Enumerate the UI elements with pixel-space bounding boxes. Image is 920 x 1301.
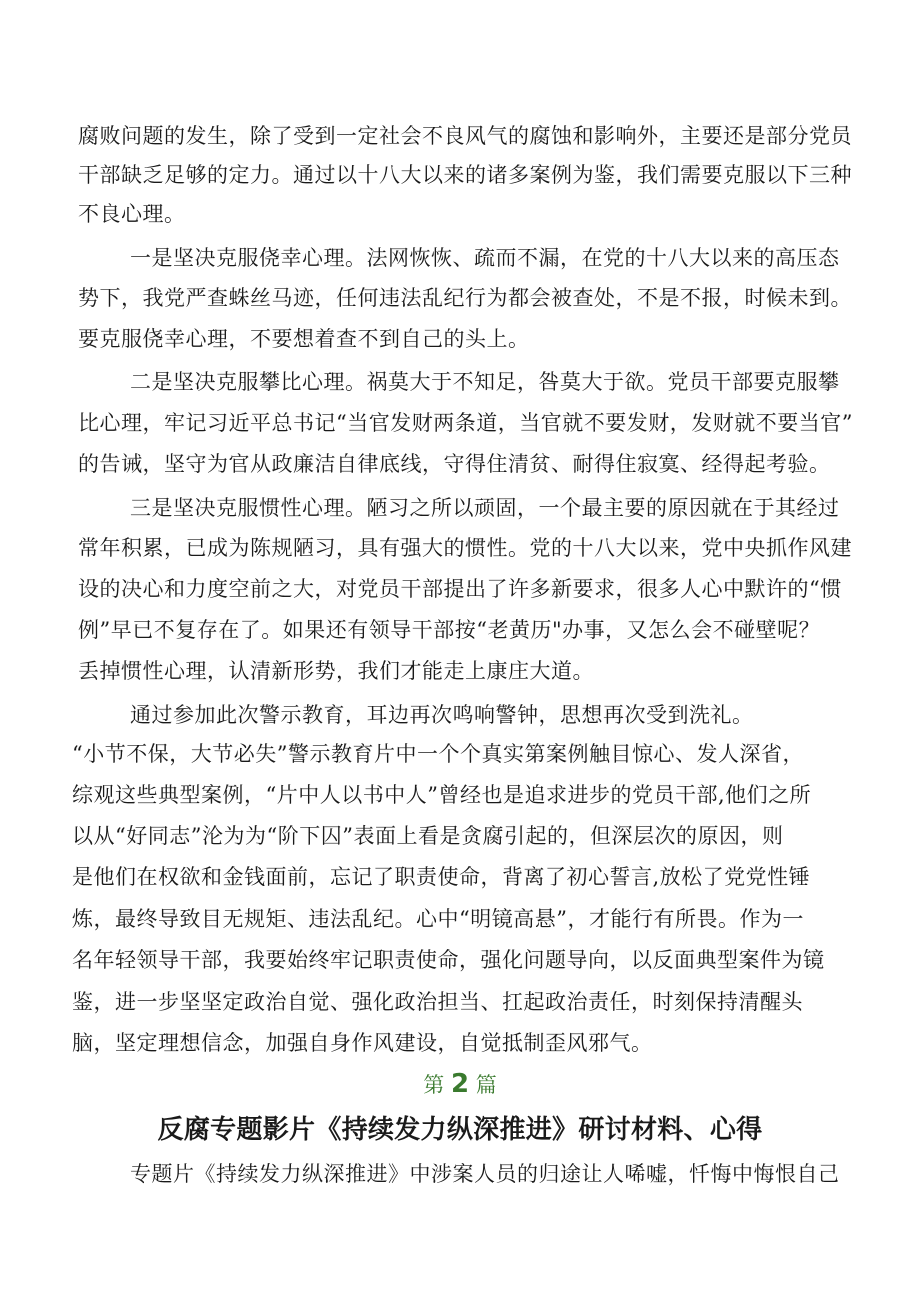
text-line-17: 综观这些典型案例，“片中人以书中人”曾经也是追求进步的党员干部,他们之所 xyxy=(72,783,812,807)
section-prefix: 第 xyxy=(423,1073,445,1097)
section-number xyxy=(0,1069,920,1100)
text-line-1: 腐败问题的发生，除了受到一定社会不良风气的腐蚀和影响外，主要还是部分党员 xyxy=(78,124,852,148)
section-title: 反腐专题影片《持续发力纵深推进》研讨材料、心得 xyxy=(157,1115,763,1145)
text-line-7: 二是坚决克服攀比心理。祸莫大于不知足，咎莫大于欲。党员干部要克服攀 xyxy=(130,370,840,394)
text-line-5: 势下，我党严查蛛丝马迹，任何违法乱纪行为都会被查处，不是不报，时候未到。 xyxy=(78,286,852,310)
text-line-13: 例”早已不复存在了。如果还有领导干部按“老黄历"办事，又怎么会不碰壁呢？ xyxy=(78,618,821,642)
section-index: 2 xyxy=(450,1069,470,1099)
text-line-14: 丢掉惯性心理，认清新形势，我们才能走上康庄大道。 xyxy=(78,659,594,683)
text-line-16: “小节不保，大节必失”警示教育片中一个个真实第案例触目惊心、发人深省， xyxy=(72,742,804,766)
text-line-22: 鉴，进一步坚坚定政治自觉、强化政治担当、扛起政治责任，时刻保持清醒头 xyxy=(72,990,803,1014)
text-line-11: 常年积累，已成为陈规陋习，具有强大的惯性。党的十八大以来，党中央抓作风建 xyxy=(78,536,852,560)
text-line-15: 通过参加此次警示教育，耳边再次鸣响警钟，思想再次受到洗礼。 xyxy=(130,703,754,727)
text-line-23: 脑，坚定理想信念，加强自身作风建设，自觉抵制歪风邪气。 xyxy=(72,1031,653,1055)
text-line-9: 的告诫，坚守为官从政廉洁自律底线，守得住清贫、耐得住寂寞、经得起考验。 xyxy=(78,452,831,476)
section-suffix: 篇 xyxy=(475,1073,497,1097)
text-line-12: 设的决心和力度空前之大，对党员干部提出了许多新要求，很多人心中默许的“惯 xyxy=(78,577,842,601)
text-line-19: 是他们在权欲和金钱面前，忘记了职责使命，背离了初心誓言,放松了党党性锤 xyxy=(72,865,811,889)
text-line-8: 比心理，牢记习近平总书记“当官发财两条道，当官就不要发财，发财就不要当官” xyxy=(78,411,853,435)
text-line-3: 不良心理。 xyxy=(78,202,186,226)
text-line-4: 一是坚决克服侥幸心理。法网恢恢、疏而不漏，在党的十八大以来的高压态 xyxy=(130,246,840,270)
text-line-18: 以从“好同志”沦为为“阶下囚”表面上看是贪腐引起的，但深层次的原因，则 xyxy=(72,824,784,848)
text-line-20: 炼，最终导致目无规矩、违法乱纪。心中“明镜高悬”，才能行有所畏。作为一 xyxy=(72,907,804,931)
text-line-6: 要克服侥幸心理，不要想着查不到自己的头上。 xyxy=(78,327,530,351)
text-line-10: 三是坚决克服惯性心理。陋习之所以顽固，一个最主要的原因就在于其经过 xyxy=(130,496,840,520)
text-line-2: 干部缺乏足够的定力。通过以十八大以来的诸多案例为鉴，我们需要克服以下三种 xyxy=(78,163,852,187)
text-line-21: 名年轻领导干部，我要始终牢记职责使命，强化问题导向，以反面典型案件为镜 xyxy=(72,948,825,972)
text-line-after-title: 专题片《持续发力纵深推进》中涉案人员的归途让人唏嘘，忏悔中悔恨自己 xyxy=(130,1162,840,1186)
